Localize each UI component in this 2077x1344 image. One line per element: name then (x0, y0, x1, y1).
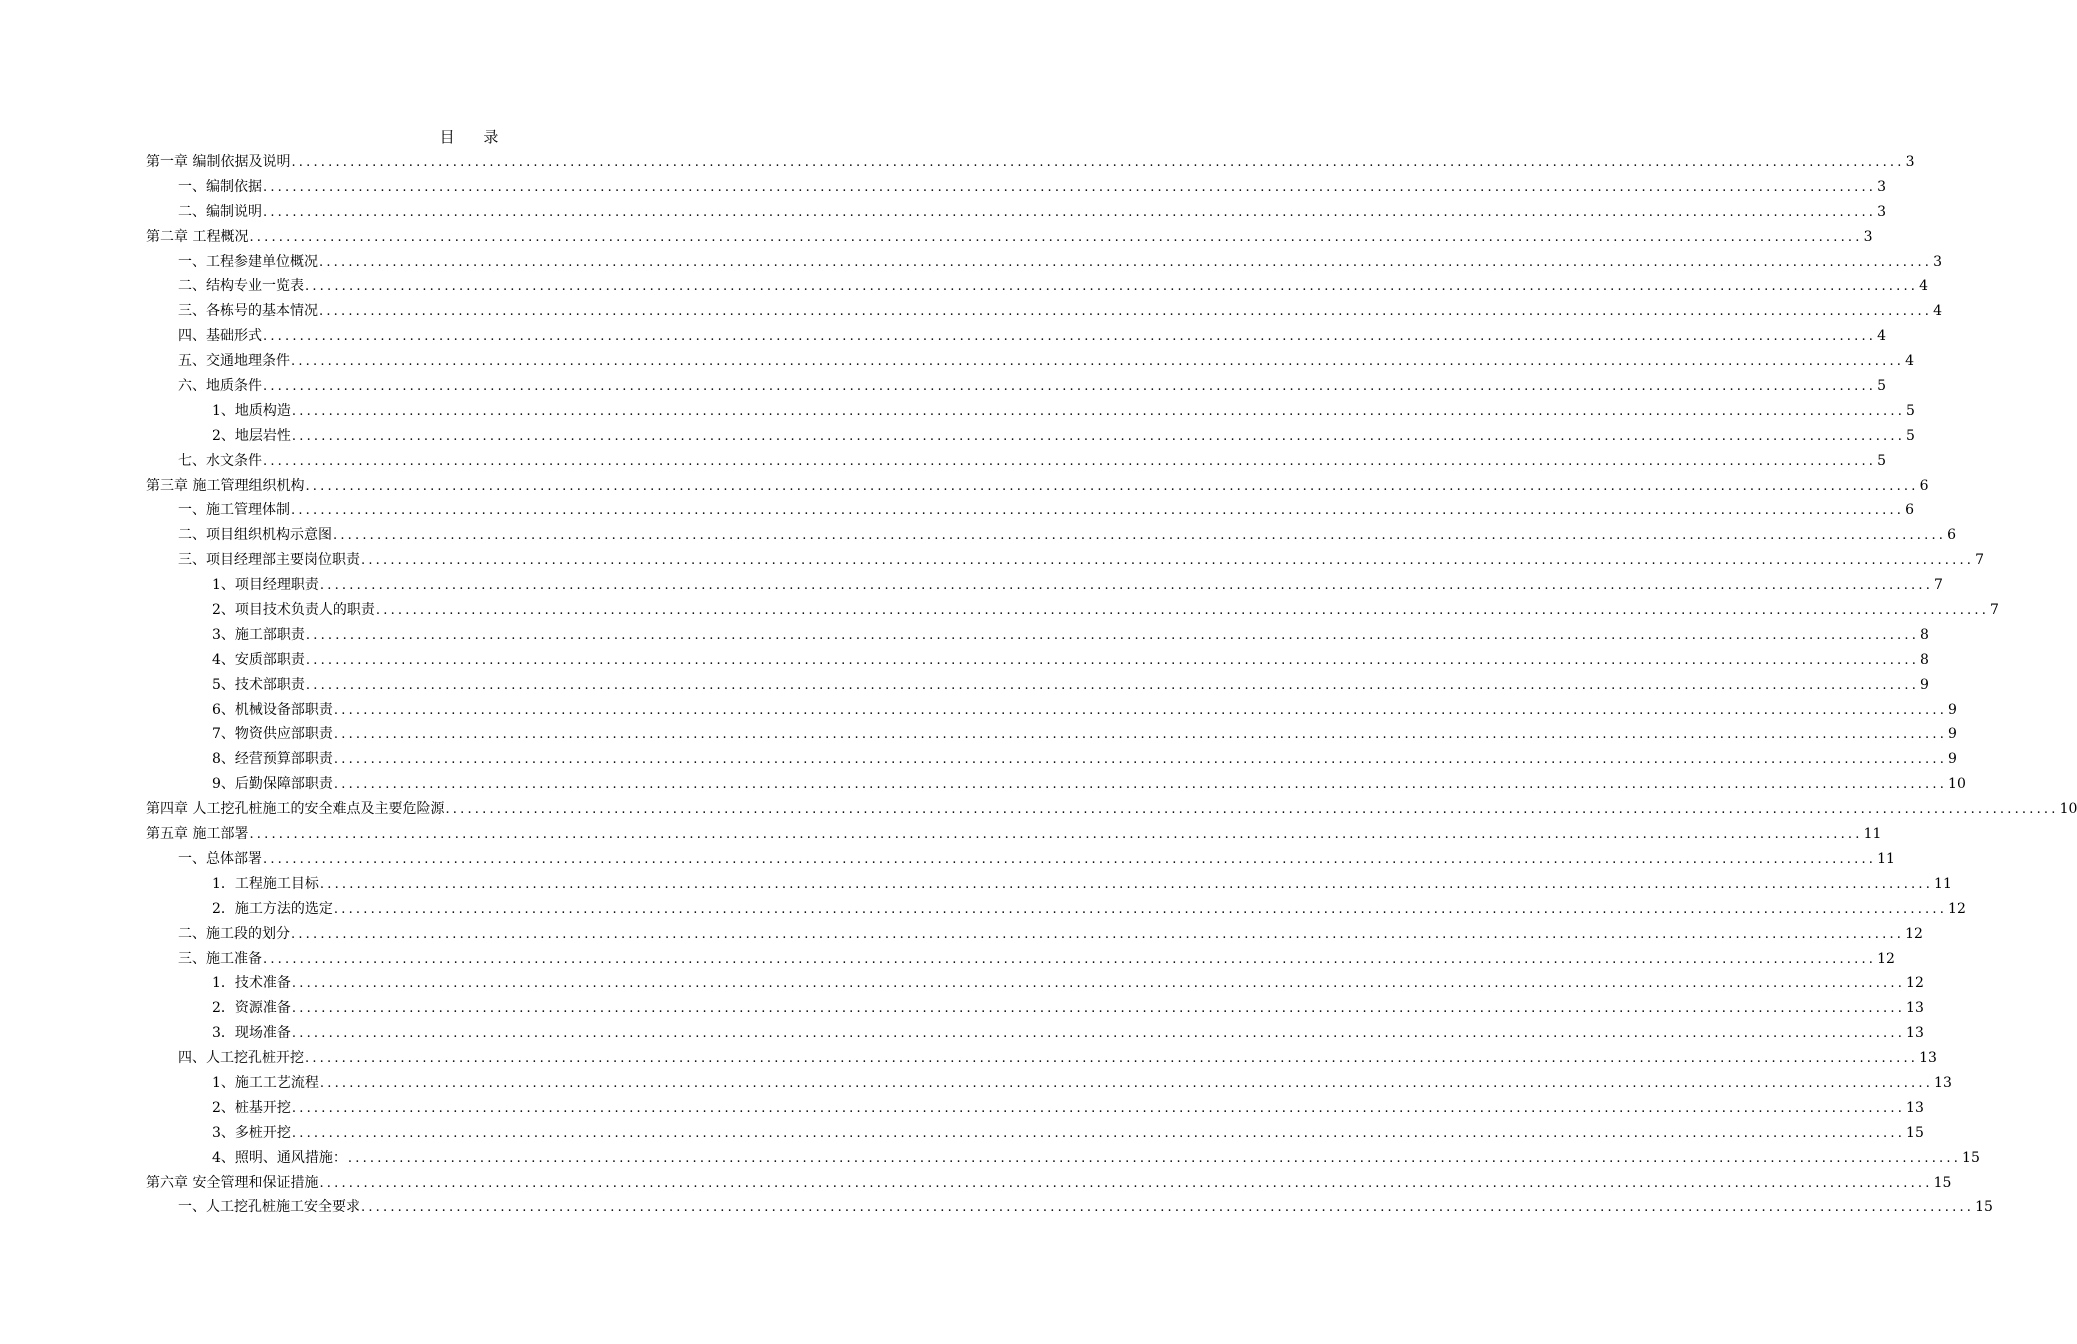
toc-entry[interactable] (146, 971, 1924, 996)
toc-entry-label: 2．施工方法的选定 (212, 900, 333, 917)
toc-entry[interactable] (146, 847, 1895, 872)
toc-entry[interactable] (146, 947, 1895, 972)
toc-entry-label: 六、地质条件 (178, 378, 262, 395)
toc-entry-page: 13 (1906, 1099, 1924, 1116)
toc-entry[interactable] (146, 1146, 1980, 1171)
toc-leader-dots: ............................................................................................................................................................................................................................ (319, 1075, 1934, 1091)
toc-entry-label: 一、总体部署 (178, 850, 262, 867)
toc-entry-label: 四、人工挖孔桩开挖 (178, 1050, 304, 1067)
toc-entry-label: 8、经营预算部职责 (212, 751, 333, 768)
toc-entry[interactable] (146, 1096, 1924, 1121)
toc-entry-page: 5 (1877, 452, 1887, 469)
toc-entry-page: 5 (1877, 378, 1887, 395)
toc-leader-dots: ............................................................................................................................................................................................................................ (263, 453, 1877, 469)
toc-entry-page: 13 (1906, 1025, 1924, 1042)
toc-leader-dots: ............................................................................................................................................................................................................................ (347, 1150, 1962, 1166)
toc-entry[interactable] (146, 1121, 1924, 1146)
toc-leader-dots: ............................................................................................................................................................................................................................ (263, 329, 1877, 345)
toc-leader-dots: ............................................................................................................................................................................................................................ (291, 503, 1905, 519)
toc-entry[interactable] (146, 1046, 1937, 1071)
toc-entry[interactable] (146, 399, 1915, 424)
toc-entry-page: 6 (1905, 502, 1915, 519)
toc-entry[interactable] (146, 623, 1929, 648)
toc-leader-dots: ............................................................................................................................................................................................................................ (333, 702, 1948, 718)
toc-entry-label: 三、项目经理部主要岗位职责 (178, 552, 360, 569)
toc-entry-label: 2、桩基开挖 (212, 1099, 291, 1116)
toc-entry[interactable] (146, 474, 1929, 499)
toc-entry[interactable] (146, 996, 1924, 1021)
toc-leader-dots: ............................................................................................................................................................................................................................ (291, 155, 1905, 170)
toc-entry-page: 11 (1877, 850, 1895, 867)
toc-entry-label: 二、项目组织机构示意图 (178, 527, 332, 544)
toc-entry-page: 9 (1948, 701, 1957, 718)
toc-entry[interactable] (146, 897, 1966, 922)
toc-entry-page: 15 (1975, 1199, 1993, 1216)
toc-entry-page: 11 (1863, 826, 1882, 843)
toc-entry-page: 12 (1905, 925, 1923, 942)
toc-leader-dots: ............................................................................................................................................................................................................................ (361, 1200, 1975, 1216)
toc-leader-dots: ............................................................................................................................................................................................................................ (305, 279, 1919, 295)
toc-entry-label: 二、施工段的划分 (178, 925, 290, 942)
toc-leader-dots: ............................................................................................................................................................................................................................ (291, 976, 1906, 992)
toc-entry-page: 7 (1990, 602, 1999, 619)
toc-entry-page: 4 (1933, 303, 1943, 320)
toc-entry[interactable] (146, 1195, 1993, 1220)
toc-entry-page: 13 (1906, 1000, 1924, 1017)
toc-entry[interactable] (146, 722, 1957, 747)
toc-entry[interactable] (146, 175, 1887, 200)
toc-entry-page: 4 (1919, 278, 1929, 295)
toc-entry-page: 10 (2059, 801, 2077, 818)
toc-entry-page: 12 (1948, 900, 1966, 917)
toc-entry[interactable] (146, 872, 1952, 897)
toc-leader-dots: ............................................................................................................................................................................................................................ (291, 403, 1906, 419)
toc-entry-page: 10 (1948, 776, 1966, 793)
toc-leader-dots: ............................................................................................................................................................................................................................ (333, 777, 1948, 793)
toc-leader-dots: ............................................................................................................................................................................................................................ (333, 528, 1947, 544)
toc-entry-label: 9、后勤保障部职责 (212, 776, 333, 793)
toc-leader-dots: ............................................................................................................................................................................................................................ (291, 428, 1906, 444)
toc-entry-page: 13 (1934, 1074, 1952, 1091)
toc-entry[interactable] (146, 1021, 1924, 1046)
toc-entry[interactable] (146, 648, 1929, 673)
toc-leader-dots: ............................................................................................................................................................................................................................ (319, 578, 1934, 594)
toc-entry-label: 三、各栋号的基本情况 (178, 303, 318, 320)
toc-entry-page: 13 (1919, 1050, 1937, 1067)
toc-leader-dots: ............................................................................................................................................................................................................................ (263, 379, 1877, 395)
toc-leader-dots: ............................................................................................................................................................................................................................ (305, 677, 1920, 693)
toc-entry-label: 第二章 工程概况 (146, 228, 249, 245)
toc-leader-dots: ............................................................................................................................................................................................................................ (263, 179, 1877, 195)
toc-entry-label: 七、水文条件 (178, 452, 262, 469)
toc-entry-page: 15 (1962, 1149, 1980, 1166)
toc-leader-dots: ............................................................................................................................................................................................................................ (445, 802, 2059, 818)
toc-entry[interactable] (146, 498, 1915, 523)
toc-entry-page: 7 (1975, 552, 1985, 569)
toc-entry-label: 二、结构专业一览表 (178, 278, 304, 295)
toc-leader-dots: ............................................................................................................................................................................................................................ (249, 827, 1863, 843)
table-of-contents (146, 150, 2077, 1220)
toc-leader-dots: ............................................................................................................................................................................................................................ (249, 229, 1863, 245)
toc-leader-dots: ............................................................................................................................................................................................................................ (333, 752, 1948, 768)
toc-leader-dots: ............................................................................................................................................................................................................................ (333, 727, 1948, 743)
toc-entry[interactable] (146, 548, 1985, 573)
toc-entry[interactable] (146, 797, 2077, 822)
toc-entry-label: 5、技术部职责 (212, 676, 305, 693)
toc-entry-label: 1．工程施工目标 (212, 875, 319, 892)
toc-entry[interactable] (146, 598, 1999, 623)
toc-entry-page: 5 (1906, 402, 1915, 419)
toc-entry-label: 一、编制依据 (178, 178, 262, 195)
toc-leader-dots: ............................................................................................................................................................................................................................ (291, 1125, 1906, 1141)
toc-entry-label: 2．资源准备 (212, 1000, 291, 1017)
toc-entry[interactable] (146, 698, 1957, 723)
toc-entry-label: 第六章 安全管理和保证措施 (146, 1174, 319, 1191)
toc-leader-dots: ............................................................................................................................................................................................................................ (291, 926, 1905, 942)
toc-entry[interactable] (146, 424, 1915, 449)
toc-entry[interactable] (146, 772, 1966, 797)
toc-entry[interactable] (146, 299, 1943, 324)
toc-leader-dots: ............................................................................................................................................................................................................................ (291, 354, 1905, 370)
toc-entry-label: 1、施工工艺流程 (212, 1074, 319, 1091)
toc-entry-page: 9 (1948, 726, 1957, 743)
toc-leader-dots: ............................................................................................................................................................................................................................ (263, 851, 1877, 867)
toc-entry-label: 2、地层岩性 (212, 427, 291, 444)
toc-entry[interactable] (146, 274, 1929, 299)
toc-entry-label: 四、基础形式 (178, 328, 262, 345)
toc-entry[interactable] (146, 349, 1915, 374)
toc-entry-label: 第一章 编制依据及说明 (146, 154, 291, 170)
toc-entry-page: 6 (1947, 527, 1957, 544)
toc-entry-page: 11 (1934, 875, 1952, 892)
toc-entry-page: 3 (1933, 253, 1943, 270)
toc-entry-label: 1、项目经理职责 (212, 577, 319, 594)
toc-entry-page: 3 (1877, 203, 1887, 220)
toc-entry-page: 6 (1919, 477, 1929, 494)
toc-entry-label: 1．技术准备 (212, 975, 291, 992)
toc-entry-label: 6、机械设备部职责 (212, 701, 333, 718)
toc-leader-dots: ............................................................................................................................................................................................................................ (291, 1001, 1906, 1017)
toc-leader-dots: ............................................................................................................................................................................................................................ (319, 876, 1934, 892)
toc-entry-page: 3 (1863, 228, 1873, 245)
toc-entry[interactable] (146, 200, 1887, 225)
toc-entry-page: 4 (1905, 353, 1915, 370)
toc-entry[interactable] (146, 250, 1943, 275)
toc-entry-label: 2、项目技术负责人的职责 (212, 602, 375, 619)
toc-entry-page: 12 (1877, 950, 1895, 967)
toc-leader-dots: ............................................................................................................................................................................................................................ (375, 603, 1990, 619)
toc-entry-page: 3 (1877, 178, 1887, 195)
toc-entry-page: 15 (1906, 1124, 1924, 1141)
toc-leader-dots: ............................................................................................................................................................................................................................ (305, 627, 1920, 643)
toc-entry[interactable] (146, 822, 1882, 847)
toc-entry[interactable] (146, 747, 1957, 772)
toc-leader-dots: ............................................................................................................................................................................................................................ (305, 478, 1919, 494)
toc-entry[interactable] (146, 324, 1887, 349)
toc-leader-dots: ............................................................................................................................................................................................................................ (333, 901, 1948, 917)
toc-entry-label: 二、编制说明 (178, 203, 262, 220)
toc-entry-label: 一、工程参建单位概况 (178, 253, 318, 270)
toc-leader-dots: ............................................................................................................................................................................................................................ (305, 652, 1920, 668)
toc-entry-label: 五、交通地理条件 (178, 353, 290, 370)
toc-entry-page: 5 (1906, 427, 1915, 444)
toc-entry-label: 4、照明、通风措施： (212, 1149, 347, 1166)
toc-entry-page: 4 (1877, 328, 1887, 345)
toc-title: 目 录 (439, 128, 511, 146)
toc-entry[interactable] (146, 922, 1923, 947)
toc-leader-dots: ............................................................................................................................................................................................................................ (361, 553, 1975, 569)
toc-entry-label: 一、人工挖孔桩施工安全要求 (178, 1199, 360, 1216)
toc-entry-page: 7 (1934, 577, 1943, 594)
toc-leader-dots: ............................................................................................................................................................................................................................ (305, 1051, 1919, 1067)
toc-entry-label: 7、物资供应部职责 (212, 726, 333, 743)
toc-entry-label: 三、施工准备 (178, 950, 262, 967)
toc-leader-dots: ............................................................................................................................................................................................................................ (291, 1100, 1906, 1116)
toc-entry-label: 第四章 人工挖孔桩施工的安全难点及主要危险源 (146, 801, 445, 818)
toc-entry[interactable] (146, 673, 1929, 698)
toc-leader-dots: ............................................................................................................................................................................................................................ (263, 951, 1877, 967)
toc-entry-label: 3、多桩开挖 (212, 1124, 291, 1141)
toc-entry[interactable] (146, 573, 1943, 598)
toc-entry-page: 8 (1920, 651, 1929, 668)
toc-entry[interactable] (146, 225, 1873, 250)
toc-entry-page: 12 (1906, 975, 1924, 992)
toc-entry-page: 8 (1920, 626, 1929, 643)
toc-entry-page: 9 (1948, 751, 1957, 768)
toc-entry-label: 1、地质构造 (212, 402, 291, 419)
toc-leader-dots: ............................................................................................................................................................................................................................ (291, 1026, 1906, 1042)
toc-entry-page: 15 (1933, 1174, 1952, 1191)
toc-entry-label: 第五章 施工部署 (146, 826, 249, 843)
toc-entry-label: 一、施工管理体制 (178, 502, 290, 519)
toc-leader-dots: ............................................................................................................................................................................................................................ (319, 304, 1933, 320)
toc-entry-page: 3 (1905, 154, 1915, 170)
toc-entry-label: 4、安质部职责 (212, 651, 305, 668)
toc-entry-page: 9 (1920, 676, 1929, 693)
toc-leader-dots: ............................................................................................................................................................................................................................ (263, 204, 1877, 220)
toc-entry-label: 3．现场准备 (212, 1025, 291, 1042)
toc-entry[interactable] (146, 449, 1887, 474)
toc-entry[interactable] (146, 1171, 1952, 1196)
toc-entry-label: 第三章 施工管理组织机构 (146, 477, 305, 494)
toc-entry[interactable] (146, 1071, 1952, 1096)
toc-entry-label: 3、施工部职责 (212, 626, 305, 643)
toc-leader-dots: ............................................................................................................................................................................................................................ (319, 1175, 1933, 1191)
toc-entry[interactable] (146, 374, 1887, 399)
toc-entry[interactable] (146, 523, 1957, 548)
toc-leader-dots: ............................................................................................................................................................................................................................ (319, 254, 1933, 270)
toc-entry[interactable] (146, 150, 1915, 175)
